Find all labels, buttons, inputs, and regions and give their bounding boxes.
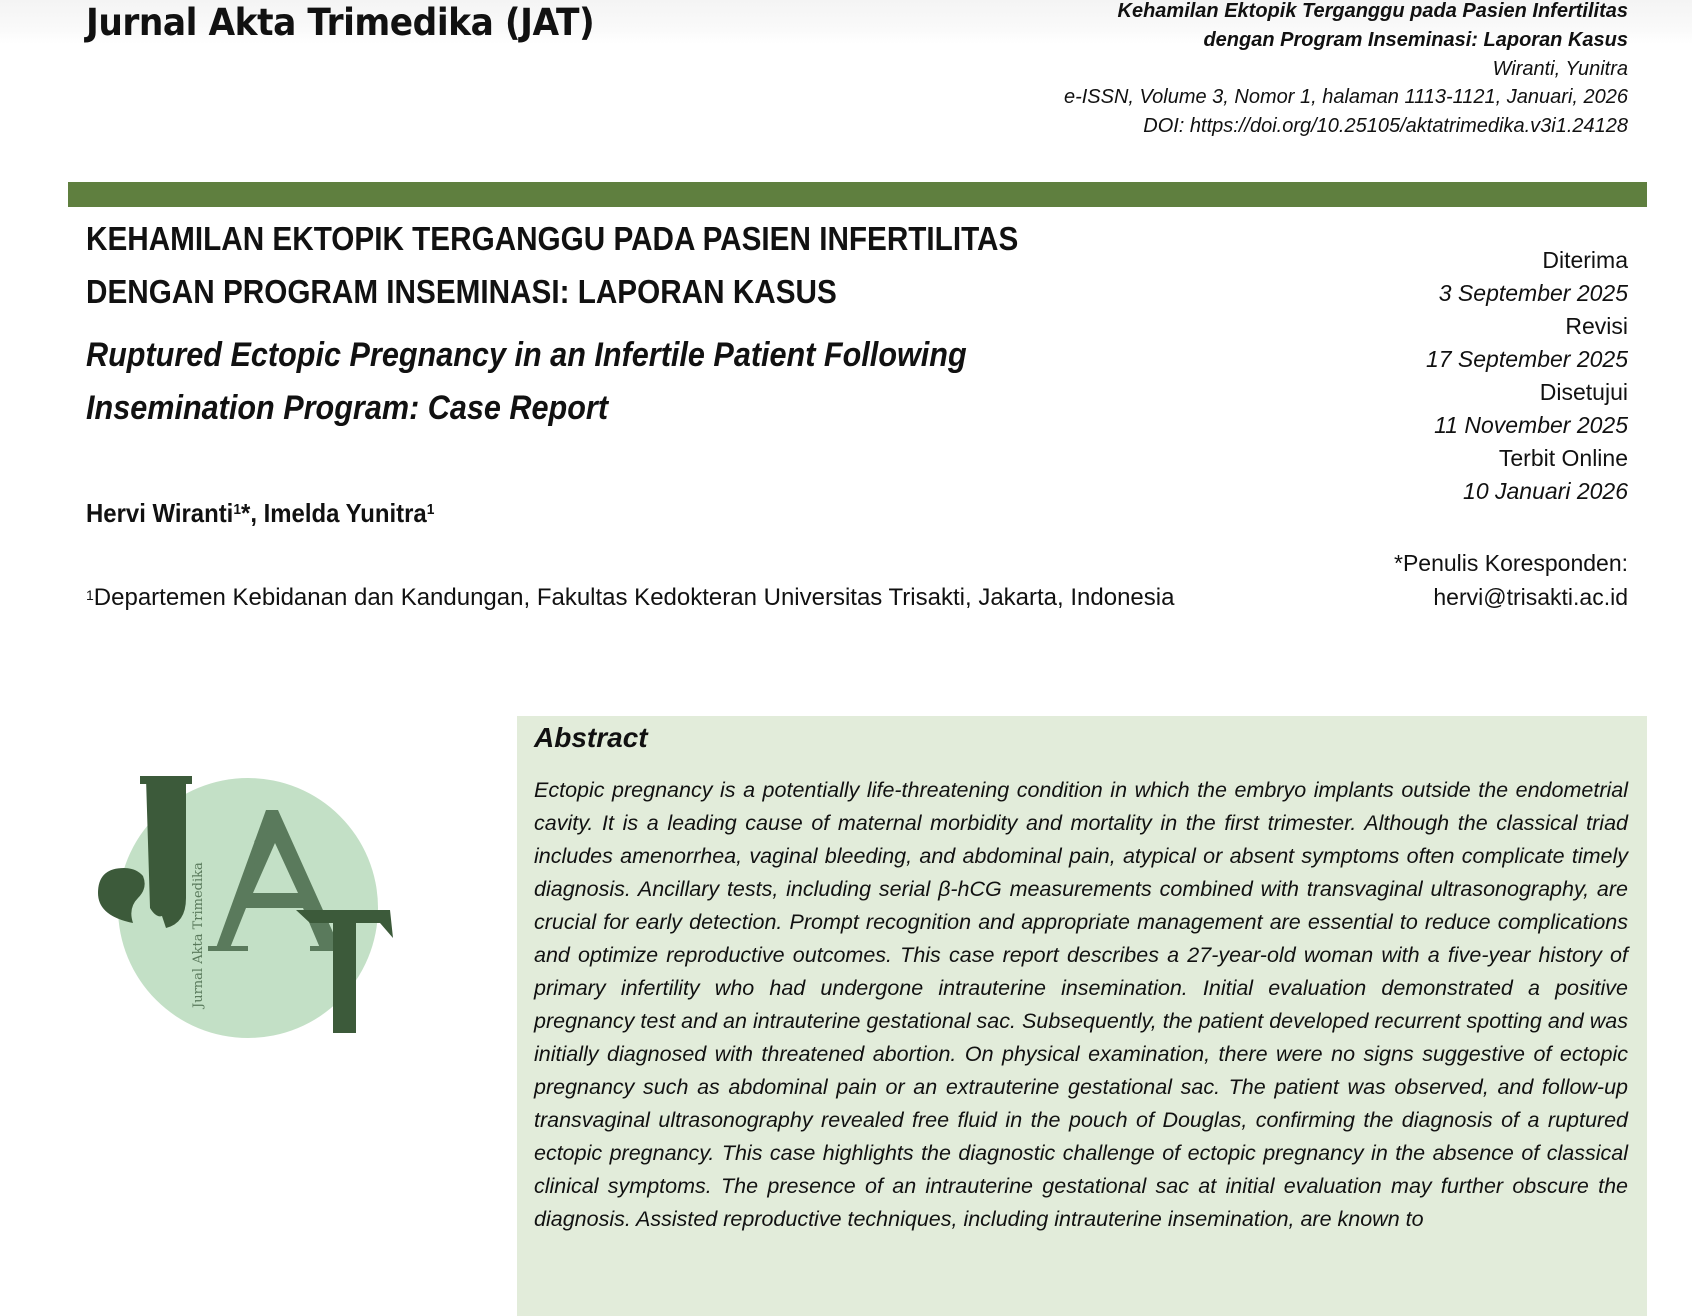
article-dates [1426, 244, 1628, 508]
corresponding-label: *Penulis Koresponden: [1394, 550, 1628, 576]
affiliation-sup: 1 [86, 587, 94, 603]
accent-divider-bar [68, 182, 1647, 207]
title-id-line-2: DENGAN PROGRAM INSEMINASI: LAPORAN KASUS [86, 273, 837, 310]
affiliation-text: Departemen Kebidanan dan Kandungan, Fakultas Kedokteran Universitas Trisakti, Jakarta, Indonesia [93, 584, 1175, 611]
corresponding-mark: * [241, 498, 251, 528]
logo-vertical-text: Jurnal Akta Trimedika [191, 862, 206, 1008]
running-title-line-2: dengan Program Inseminasi: Laporan Kasus [1203, 28, 1628, 51]
article-title-english [86, 329, 967, 435]
issue-info: e-ISSN, Volume 3, Nomor 1, halaman 1113-1121, Januari, 2026 [1063, 86, 1628, 109]
affiliation [86, 579, 1246, 616]
author-name: Hervi Wiranti [86, 498, 234, 528]
date-label-accepted: Disetujui [1539, 379, 1628, 405]
logo-a-serif-left [208, 946, 248, 951]
running-title-line-1: Kehamilan Ektopik Terganggu pada Pasien Infertilitas [1117, 0, 1628, 22]
author-affiliation-sup: 1 [233, 501, 242, 518]
jat-logo-graphic [88, 748, 433, 1058]
date-label-revised: Revisi [1565, 313, 1628, 339]
journal-logo [88, 748, 433, 1058]
date-value-received: 3 September 2025 [1438, 280, 1628, 306]
author-name: Imelda Yunitra [263, 498, 427, 528]
date-label-published: Terbit Online [1498, 445, 1628, 471]
author-affiliation-sup: 1 [426, 501, 435, 518]
date-value-accepted: 11 November 2025 [1434, 412, 1628, 438]
corresponding-email[interactable]: hervi@trisakti.ac.id [1433, 584, 1628, 610]
title-id-line-1: KEHAMILAN EKTOPIK TERGANGGU PADA PASIEN INFERTILITAS [86, 220, 1019, 257]
doi-link[interactable]: DOI: https://doi.org/10.25105/aktatrimedika.v3i1.24128 [1143, 115, 1628, 138]
title-en-line-2: Insemination Program: Case Report [86, 389, 609, 427]
abstract-heading: Abstract [534, 722, 648, 753]
abstract-box [517, 716, 1647, 1316]
corresponding-author [1394, 546, 1628, 614]
logo-letter-j [146, 778, 186, 928]
date-value-revised: 17 September 2025 [1425, 346, 1628, 372]
journal-title: Jurnal Akta Trimedika (JAT) [86, 1, 595, 44]
title-en-line-1: Ruptured Ectopic Pregnancy in an Infertile Patient Following [86, 336, 967, 374]
running-header [1064, 0, 1628, 141]
abstract-text: Ectopic pregnancy is a potentially life-threatening condition in which the embryo implants outside the endometrial cavity. It is a leading cause of maternal morbidity and mortality in the first trimester. Although the classical triad includes amenorrhea, vaginal bleeding, and abdominal pain, atypical or absent symptoms often complicate timely diagnosis. Ancillary tests, including serial β-hCG measurements combined with transvaginal ultrasonography, are crucial for early detection. Prompt recognition and appropriate management are essential to reduce complications and optimize reproductive outcomes. This case report describes a 27-year-old woman with a five-year history of primary infertility who had undergone intrauterine insemination. Initial evaluation demonstrated a positive pregnancy test and an intrauterine gestational sac. Subsequently, the patient developed recurrent spotting and was initially diagnosed with threatened abortion. On physical examination, there were no signs suggestive of ectopic pregnancy such as abdominal pain or an extrauterine gestational sac. The patient was observed, and follow-up transvaginal ultrasonography revealed free fluid in the pouch of Douglas, confirming the diagnosis of a ruptured ectopic pregnancy. This case highlights the diagnostic challenge of ectopic pregnancy in the absence of classical clinical symptoms. The presence of an intrauterine gestational sac at initial evaluation may further obscure the diagnosis. Assisted reproductive techniques, including intrauterine insemination, are known to [534, 778, 1628, 1231]
date-label-received: Diterima [1542, 247, 1628, 273]
running-authors: Wiranti, Yunitra [1492, 57, 1628, 80]
article-title-indonesian [86, 212, 1018, 318]
date-value-published: 10 Januari 2026 [1463, 478, 1628, 504]
author-list [86, 496, 434, 530]
author-separator: , [250, 498, 264, 528]
